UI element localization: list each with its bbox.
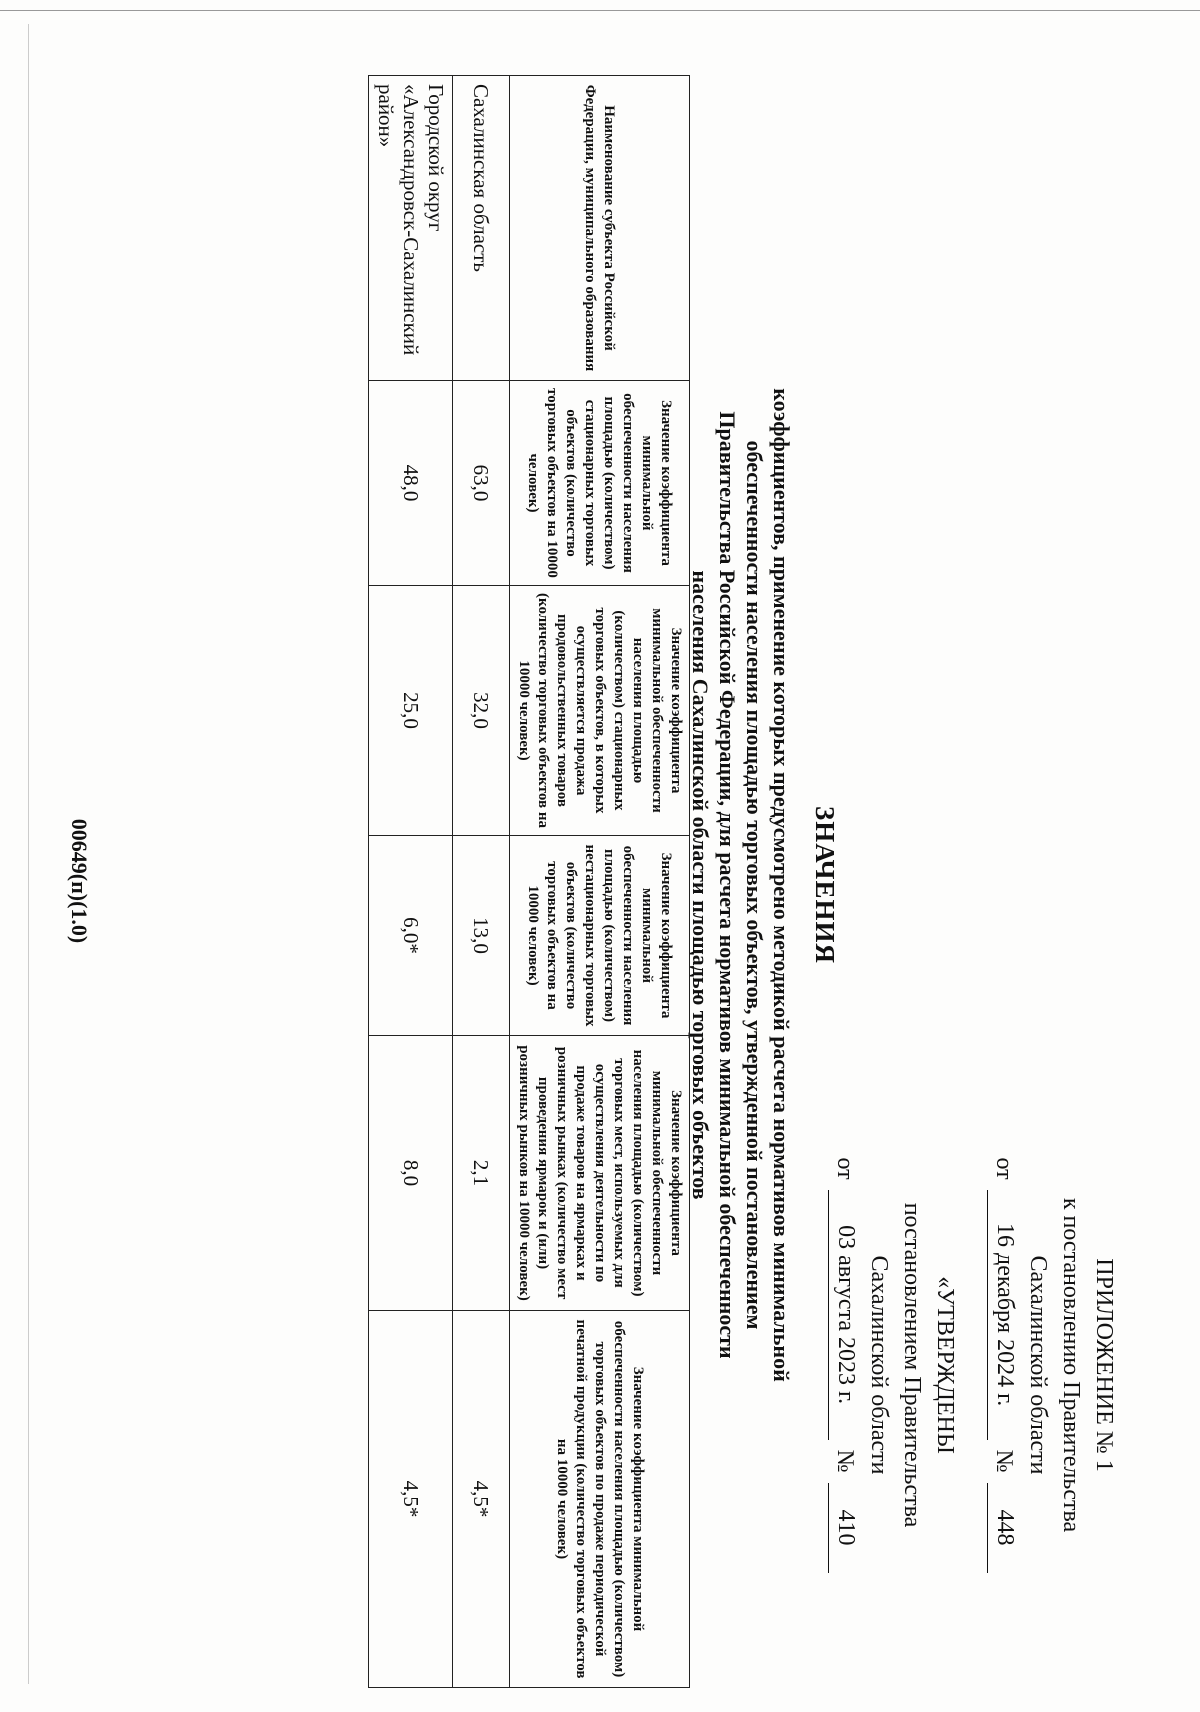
appendix-number: 448: [987, 1483, 1021, 1573]
table-row: [369, 76, 453, 1688]
number-sign: №: [991, 1449, 1017, 1473]
date-prefix: от: [991, 1157, 1017, 1180]
row-value: 13,0: [453, 836, 510, 1036]
header-cell-press: Значение коэффициента минимальной обеспеченности населения площадью (количеством) торговых объектов по продаже периодической печатной продукции (количество торговых объектов на 10000 человек): [510, 1311, 690, 1688]
document-title: [687, 135, 840, 1635]
approved-title: «УТВЕРЖДЕНЫ: [932, 1276, 958, 1454]
row-value: 2,1: [453, 1036, 510, 1311]
appendix-title: ПРИЛОЖЕНИЕ № 1: [1091, 1258, 1117, 1472]
coefficients-table: [368, 75, 690, 1688]
document-code: 00649(п)(1.0): [67, 818, 92, 944]
appendix-date: 16 декабря 2024 г.: [987, 1190, 1021, 1440]
title-line-2: обеспеченности населения площадью торговых объектов, утвержденной постановлением: [742, 440, 767, 1330]
row-name: Городской округ «Александровск-Сахалинский район»: [369, 76, 453, 381]
scan-artifact-line: [28, 24, 29, 1684]
appendix-line-2: Сахалинской области: [1025, 1255, 1051, 1475]
title-heading: ЗНАЧЕНИЯ: [810, 806, 840, 964]
title-line-3: Правительства Российской Федерации, для расчета нормативов минимальной обеспеченности: [715, 411, 740, 1359]
row-value: 32,0: [453, 586, 510, 836]
approved-date: 03 августа 2023 г.: [828, 1190, 862, 1440]
table-header-row: [510, 76, 690, 1688]
approved-line-2: Сахалинской области: [866, 1255, 892, 1475]
header-cell-nonstationary: Значение коэффициента минимальной обеспеченности населения площадью (количеством) нестационарных торговых объектов (количество торговых объектов на 10000 человек): [510, 836, 690, 1036]
row-value: 25,0: [369, 586, 453, 836]
row-value: 4,5*: [453, 1311, 510, 1688]
row-value: 6,0*: [369, 836, 453, 1036]
table-row: [453, 76, 510, 1688]
spacer: [961, 1085, 987, 1645]
header-cell-fairs: Значение коэффициента минимальной обеспеченности населения площадью (количеством) торговых мест, используемых для осуществления деятельности по продаже товаров на ярмарках и розничных рынках (количество мест проведения ярмарок и (или) розничных рынков на 10000 человек): [510, 1036, 690, 1311]
approved-number: 410: [828, 1483, 862, 1573]
approved-line-1: постановлением Правительства: [899, 1202, 925, 1528]
title-line-1: коэффициентов, применение которых предусмотрено методикой расчета нормативов минимальной: [769, 388, 794, 1382]
appendix-line-1: к постановлению Правительства: [1058, 1197, 1084, 1533]
top-scan-border: [0, 10, 1200, 11]
row-value: 48,0: [369, 381, 453, 586]
row-name: Сахалинская область: [453, 76, 510, 381]
row-value: 8,0: [369, 1036, 453, 1311]
header-cell-food: Значение коэффициента минимальной обеспеченности населения площадью (количеством) стационарных торговых объектов, в которых осуществляется продажа продовольственных товаров (количество торговых объектов на 10000 человек): [510, 586, 690, 836]
approved-date-prefix: от: [832, 1157, 858, 1180]
approved-number-sign: №: [832, 1449, 858, 1473]
header-cell-name: Наименование субъекта Российской Федерации, муниципального образования: [510, 76, 690, 381]
title-line-4: населения Сахалинской области площадью торговых объектов: [688, 570, 713, 1200]
appendix-date-line: [987, 1085, 1021, 1645]
document-page: [50, 75, 1160, 1687]
row-value: 63,0: [453, 381, 510, 586]
header-cell-stationary: Значение коэффициента минимальной обеспеченности населения площадью (количеством) стационарных торговых объектов (количество торговых объектов на 10000 человек): [510, 381, 690, 586]
row-value: 4,5*: [369, 1311, 453, 1688]
appendix-block: [828, 1085, 1120, 1645]
